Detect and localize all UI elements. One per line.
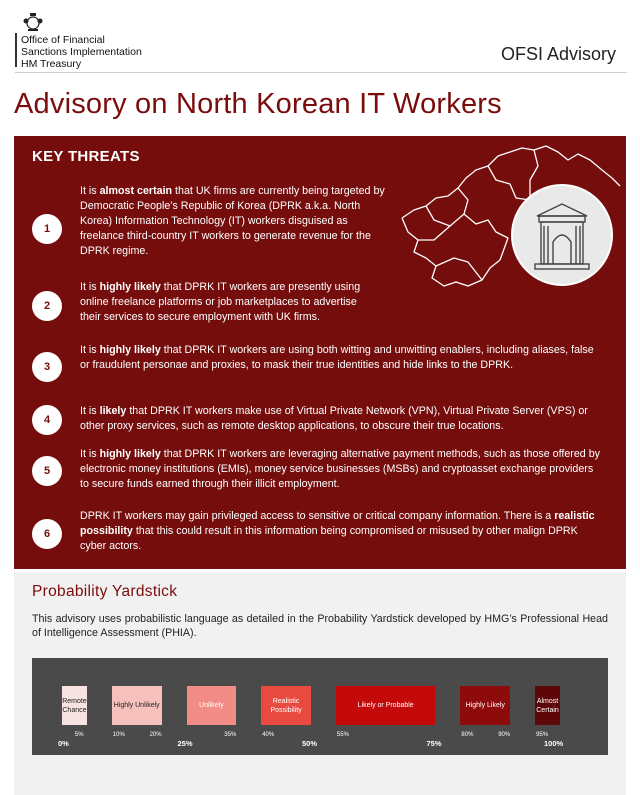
org-line: Office of Financial — [21, 34, 105, 46]
threat-text-body: that DPRK IT workers make use of Virtual Private Network (VPN), Virtual Private Server (VPS) or other proxy services, such as remote desktop applications, to obscure their true locations. — [80, 405, 588, 432]
major-tick-label: 50% — [302, 739, 318, 748]
major-tick-label: 25% — [177, 739, 193, 748]
threat-number-badge: 3 — [32, 352, 62, 382]
organisation-name — [21, 34, 142, 70]
threat-likelihood: likely — [99, 405, 127, 417]
arch-monument-icon — [513, 186, 611, 284]
org-divider — [15, 33, 17, 67]
threat-likelihood: highly likely — [99, 281, 161, 293]
threat-text-body: that this could result in this information being compromised or misused by other malign DPRK cyber actors. — [80, 525, 578, 552]
threat-text-lead: It is — [80, 281, 100, 293]
yardstick-description: This advisory uses probabilistic language as detailed in the Probability Yardstick developed by HMG’s Professional Head of Intelligence Assessment (PHIA). — [32, 613, 608, 639]
org-line: HM Treasury — [21, 58, 82, 70]
threat-text — [80, 404, 600, 434]
threat-number-badge: 2 — [32, 291, 62, 321]
threat-text-lead: It is — [80, 344, 100, 356]
minor-tick-label: 55% — [336, 732, 349, 738]
minor-tick-label: 90% — [498, 732, 511, 738]
threat-text-body: that DPRK IT workers are leveraging alternative payment methods, such as those offered by electronic money institutions (EMIs), money service businesses (MSBs) and cryptoasset exchange providers to secure funds earned through their illicit employment. — [80, 448, 601, 490]
header — [0, 0, 640, 74]
minor-tick-label: 10% — [112, 732, 125, 738]
minor-tick-label: 80% — [461, 732, 474, 738]
probability-segment: Remote Chance — [62, 686, 87, 725]
probability-segment: Likely or Probable — [336, 686, 436, 725]
threat-number-badge: 5 — [32, 456, 62, 486]
advisory-tag: OFSI Advisory — [500, 44, 616, 64]
threat-text — [80, 509, 600, 554]
major-tick-label: 75% — [426, 739, 442, 748]
threat-text — [80, 447, 600, 492]
major-tick-label: 0% — [58, 739, 69, 748]
major-tick-label: 100% — [544, 739, 564, 748]
threat-text-lead: It is — [80, 448, 100, 460]
probability-segment: Unlikely — [187, 686, 237, 725]
building-emblem — [511, 184, 613, 286]
page-title: Advisory on North Korean IT Workers — [14, 88, 502, 120]
threat-text — [80, 280, 376, 325]
minor-tick-label: 95% — [536, 732, 549, 738]
threat-number-badge: 1 — [32, 214, 62, 244]
threat-likelihood: highly likely — [99, 344, 161, 356]
probability-segment: Highly Likely — [460, 686, 510, 725]
minor-tick-label: 35% — [224, 732, 237, 738]
probability-scale — [32, 658, 608, 755]
probability-segment: Almost Certain — [535, 686, 560, 725]
threat-text — [80, 343, 600, 373]
org-line: Sanctions Implementation — [21, 46, 142, 58]
yardstick-title: Probability Yardstick — [32, 583, 178, 600]
header-divider — [15, 72, 627, 73]
threat-number-badge: 4 — [32, 405, 62, 435]
probability-segment: Realistic Possibility — [261, 686, 311, 725]
threat-text-lead: It is — [80, 185, 100, 197]
threat-number-badge: 6 — [32, 519, 62, 549]
minor-tick-label: 40% — [262, 732, 275, 738]
threat-text-lead: DPRK IT workers may gain privileged access to sensitive or critical company information. There is a — [80, 510, 555, 522]
threat-text — [80, 184, 392, 259]
threat-likelihood: almost certain — [99, 185, 173, 197]
probability-yardstick-section — [14, 572, 626, 795]
threat-text-body: that UK firms are currently being targeted by Democratic People’s Republic of Korea (DPRK a.k.a. North Korea) Information Technology (IT) workers disguised as freelance third-country IT workers to generate revenue for the DPRK regime. — [80, 185, 385, 257]
minor-tick-label: 5% — [74, 732, 84, 738]
threat-text-body: that DPRK IT workers are using both witting and unwitting enablers, including aliases, false or fraudulent personae and proxies, to mask their true identities and hide links to the DPRK. — [80, 344, 594, 371]
threat-likelihood: realistic possibility — [80, 510, 595, 537]
probability-segment: Highly Unlikely — [112, 686, 162, 725]
threat-likelihood: highly likely — [99, 448, 161, 460]
key-threats-heading: KEY THREATS — [32, 148, 140, 165]
threat-text-body: that DPRK IT workers are presently using online freelance platforms or job marketplaces to advertise their services to secure employment with UK firms. — [80, 281, 361, 323]
key-threats-panel — [14, 136, 626, 569]
royal-crest-icon — [22, 12, 44, 32]
threat-text-lead: It is — [80, 405, 100, 417]
minor-tick-label: 20% — [149, 732, 162, 738]
